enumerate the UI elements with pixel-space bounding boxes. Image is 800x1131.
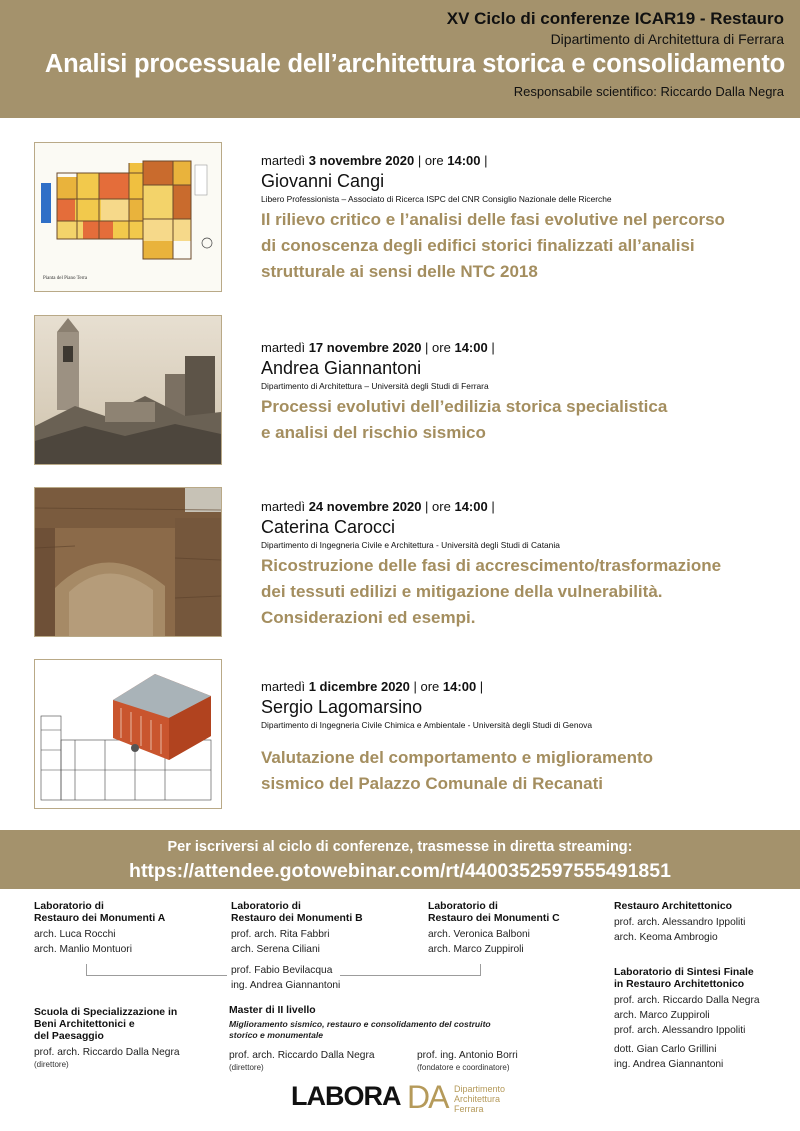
floor-plan-image: [34, 142, 222, 292]
restauro-architettonico: Restauro Architettonico prof. arch. Alessandro Ippoliti arch. Keoma Ambrogio: [614, 901, 746, 943]
speaker-name: Andrea Giannantoni: [261, 358, 422, 378]
speaker-name: Caterina Carocci: [261, 517, 396, 537]
speaker-affiliation: Dipartimento di Ingegneria Civile Chimica e Ambientale - Università degli Studi di Genova: [261, 720, 592, 730]
lecture-date: martedì 24 novembre 2020 | ore 14:00 |: [261, 499, 495, 514]
scuola-specializzazione: Scuola di Specializzazione in Beni Architettonici e del Paesaggio prof. arch. Riccardo Dalla Negra (direttore): [34, 1007, 180, 1069]
registration-link[interactable]: https://attendee.gotowebinar.com/rt/4400352597555491851: [129, 860, 671, 882]
master-secondo-livello: Master di II livello Miglioramento sismico, restauro e consolidamento del costruito storico e monumentale: [229, 1005, 491, 1040]
speaker-name: Sergio Lagomarsino: [261, 697, 423, 717]
registration-text: Per iscriversi al ciclo di conferenze, trasmesse in diretta streaming:: [167, 839, 633, 855]
speaker-affiliation: Dipartimento di Ingegneria Civile e Architettura - Università degli Studi di Catania: [261, 540, 560, 550]
da-logo: DA: [407, 1079, 448, 1115]
lab-b: Laboratorio di Restauro dei Monumenti B prof. arch. Rita Fabbri arch. Serena Ciliani: [231, 901, 363, 955]
main-title: Analisi processuale dell’architettura storica e consolidamento: [44, 50, 785, 78]
lecture-date: martedì 3 novembre 2020 | ore 14:00 |: [261, 153, 488, 168]
bracket-left: [86, 964, 227, 976]
lecture-title: Valutazione del comportamento e miglioramento sismico del Palazzo Comunale di Recanati: [261, 748, 654, 793]
lecture-title: Processi evolutivi dell’edilizia storica specialistica e analisi del rischio sismico: [261, 397, 668, 442]
ruins-photo: [34, 315, 222, 465]
speaker-affiliation: Dipartimento di Architettura – Università degli Studi di Ferrara: [261, 381, 489, 391]
labora-logo: LABORA: [291, 1081, 401, 1111]
registration-banner: [0, 830, 800, 889]
shared-teachers: prof. Fabio Bevilacqua ing. Andrea Giannantoni: [231, 965, 341, 991]
palazzo-model-image: [34, 659, 222, 809]
lecture-title: Ricostruzione delle fasi di accrescimento/trasformazione dei tessuti edilizi e mitigazione della vulnerabilità. Considerazioni ed esempi.: [261, 556, 722, 627]
masonry-photo: [34, 487, 222, 637]
master-director: prof. arch. Riccardo Dalla Negra (direttore): [229, 1050, 375, 1072]
plan-caption: Pianta del Piano Terra: [43, 276, 88, 281]
laboratorio-sintesi: Laboratorio di Sintesi Finale in Restauro Architettonico prof. arch. Riccardo Dalla Negra arch. Marco Zuppiroli prof. arch. Alessandro Ippoliti dott. Gian Carlo Grillini ing. Andrea Giannantoni: [614, 967, 760, 1070]
lecture-date: martedì 17 novembre 2020 | ore 14:00 |: [261, 340, 495, 355]
lecture-date: martedì 1 dicembre 2020 | ore 14:00 |: [261, 679, 484, 694]
speaker-name: Giovanni Cangi: [261, 171, 385, 191]
speaker-affiliation: Libero Professionista – Associato di Ricerca ISPC del CNR Consiglio Nazionale delle Ricerche: [261, 194, 612, 204]
department-name: Dipartimento di Architettura di Ferrara: [550, 31, 784, 47]
master-coordinator: prof. ing. Antonio Borri (fondatore e coordinatore): [417, 1050, 518, 1072]
header-banner: [0, 0, 800, 118]
scientific-responsible: Responsabile scientifico: Riccardo Dalla Negra: [513, 84, 784, 99]
lecture-title: Il rilievo critico e l’analisi delle fasi evolutive nel percorso di conoscenza degli edifici storici finalizzati all’analisi strutturale ai sensi delle NTC 2018: [261, 210, 725, 281]
footer-credits: [0, 889, 800, 1131]
lab-a: Laboratorio di Restauro dei Monumenti A arch. Luca Rocchi arch. Manlio Montuori: [34, 901, 166, 955]
lab-c: Laboratorio di Restauro dei Monumenti C arch. Veronica Balboni arch. Marco Zuppiroli: [428, 901, 560, 955]
bracket-right: [340, 964, 481, 976]
series-title: XV Ciclo di conferenze ICAR19 - Restauro: [446, 9, 784, 28]
da-logo-text: Dipartimento Architettura Ferrara: [454, 1084, 506, 1114]
